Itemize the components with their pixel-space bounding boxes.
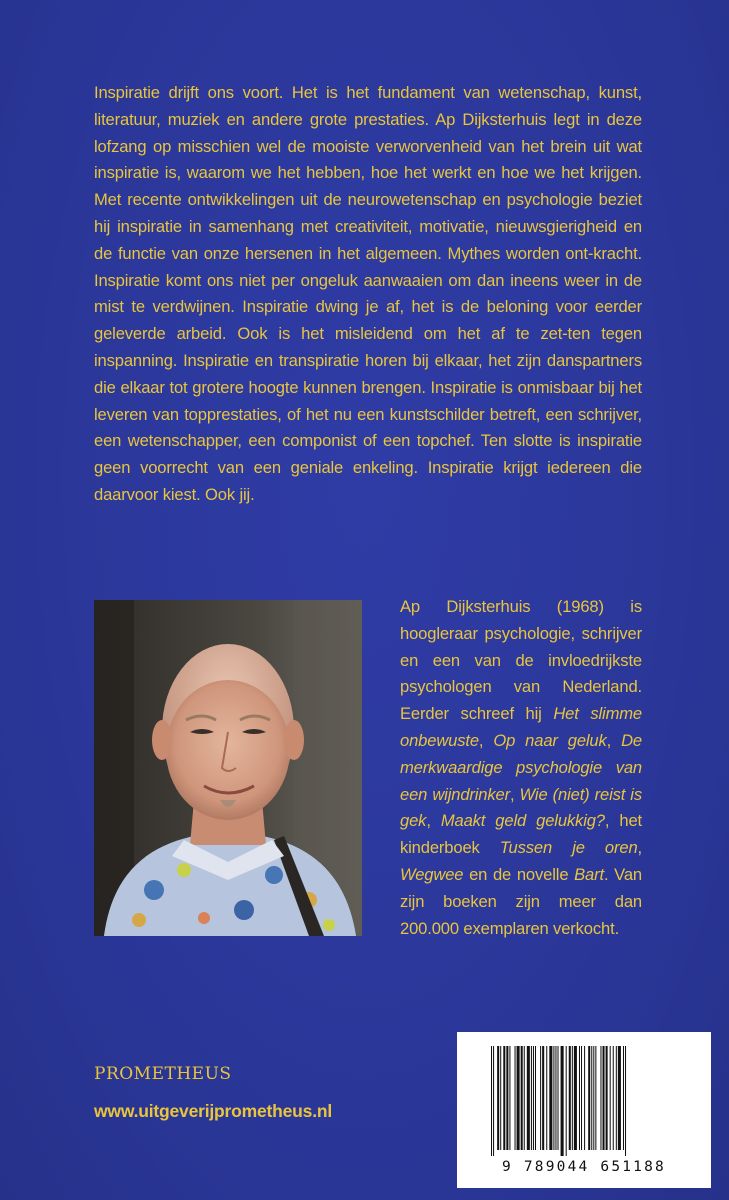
barcode-bar (535, 1046, 536, 1150)
barcode-bar (509, 1046, 510, 1150)
barcode-bar (542, 1046, 544, 1150)
bio-outro: . Van zijn boeken zijn meer dan 200.000 exemplaren verkocht. (400, 864, 642, 938)
barcode-bar (581, 1046, 582, 1150)
barcode-bar (588, 1046, 590, 1150)
publisher-logo: PROMETHEUS (94, 1064, 232, 1084)
bio-title-maakt-geld-gelukkig: Maakt geld gelukkig? (440, 811, 605, 831)
barcode-bar (555, 1046, 556, 1150)
bio-kinderboek: , het kinderboek (400, 811, 643, 858)
barcode-bar (506, 1046, 508, 1150)
barcode-bar (616, 1046, 617, 1150)
barcode-bar (517, 1046, 520, 1150)
barcode-bar (579, 1046, 580, 1150)
barcode-bar (623, 1046, 624, 1150)
barcode-bar (515, 1046, 516, 1150)
isbn-number: 9 789044 651188 (502, 1159, 666, 1175)
barcode-bar (566, 1046, 567, 1156)
bio-separator: , (606, 730, 622, 750)
barcode-bar (572, 1046, 573, 1150)
bio-separator: , (637, 838, 642, 858)
barcode-bar (603, 1046, 605, 1150)
bio-title-wegwee: Wegwee (400, 864, 464, 884)
barcode-bar (591, 1046, 592, 1150)
bio-separator: , (478, 730, 494, 750)
barcode-bar (491, 1046, 492, 1156)
barcode-bar (533, 1046, 534, 1150)
barcode (457, 1032, 711, 1188)
barcode-bar (613, 1046, 614, 1150)
bio-title-tussen-je-oren: Tussen je oren (499, 838, 638, 858)
barcode-bar (574, 1046, 577, 1150)
barcode-bar (546, 1046, 547, 1150)
author-bio (400, 594, 642, 942)
barcode-bar (625, 1046, 626, 1156)
barcode-bar (569, 1046, 571, 1150)
barcode-bar (531, 1046, 532, 1150)
barcode-bar (558, 1046, 559, 1150)
author-photo (94, 600, 362, 936)
bio-novelle: en de novelle (463, 864, 575, 884)
barcode-bar (540, 1046, 541, 1150)
barcode-bars (491, 1046, 677, 1156)
bio-separator: , (426, 811, 441, 831)
barcode-bar (549, 1046, 552, 1150)
bio-title-wijndrinker: De merkwaardige psychologie van een wijndrinker (400, 730, 643, 804)
barcode-bar (521, 1046, 523, 1150)
barcode-bar (497, 1046, 499, 1150)
barcode-bar (610, 1046, 611, 1150)
barcode-bar (606, 1046, 608, 1150)
barcode-bar (553, 1046, 554, 1150)
bio-title-het-slimme-onbewuste: Het slimme onbewuste (400, 704, 642, 750)
bio-title-op-naar-geluk: Op naar geluk (493, 730, 607, 750)
barcode-bar (561, 1046, 564, 1156)
bio-title-bart: Bart (574, 864, 604, 884)
barcode-bar (527, 1046, 530, 1150)
barcode-bar (524, 1046, 525, 1150)
publisher-url: www.uitgeverijprometheus.nl (94, 1101, 333, 1121)
barcode-bar (618, 1046, 621, 1150)
barcode-bar (500, 1046, 501, 1150)
barcode-bar (595, 1046, 596, 1150)
bio-title-wie-niet-reist: Wie (niet) reist is gek (400, 784, 642, 831)
bio-intro: Ap Dijksterhuis (1968) is hoogleraar psychologie, schrijver en een van de invloedrijkste psychologen van Nederland. Eerder schreef hij (400, 597, 642, 724)
barcode-bar (584, 1046, 585, 1150)
barcode-bar (503, 1046, 505, 1150)
blurb-text: Inspiratie drijft ons voort. Het is het fundament van wetenschap, kunst, literatuur, muziek en andere grote prestaties. Ap Dijksterhuis legt in deze lofzang op misschien wel de mooiste verworvenheid van het brein uit wat inspiratie is, waarom we het hebben, hoe het werkt en hoe we het krijgen. Met recente ontwikkelingen uit de neurowetenschap en psychologie beziet hij inspiratie in samenhang met creativiteit, motivatie, nieuwsgierigheid en de functie van onze hersenen in het algemeen. Mythes worden ont-kracht. Inspiratie komt ons niet per ongeluk aanwaaien om dan ineens weer in de mist te verdwijnen. Inspiratie dwing je af, het is de beloning voor eerder geleverde arbeid. Ook is het misleidend om het af te zet-ten tegen inspanning. Inspiratie en transpiratie horen bij elkaar, het zijn danspartners die elkaar tot grotere hoogte kunnen brengen. Inspiratie is onmisbaar bij het leveren van topprestaties, of het nu een kunstschilder betreft, een schrijver, een wetenschapper, een componist of een topchef. Ten slotte is inspiratie geen voorrecht van een geniale enkeling. Inspiratie krijgt iedereen die daarvoor kiest. Ook jij. (94, 83, 642, 504)
barcode-bar (593, 1046, 594, 1150)
bio-separator: , (509, 784, 520, 804)
barcode-bar (493, 1046, 494, 1156)
barcode-bar (600, 1046, 601, 1150)
